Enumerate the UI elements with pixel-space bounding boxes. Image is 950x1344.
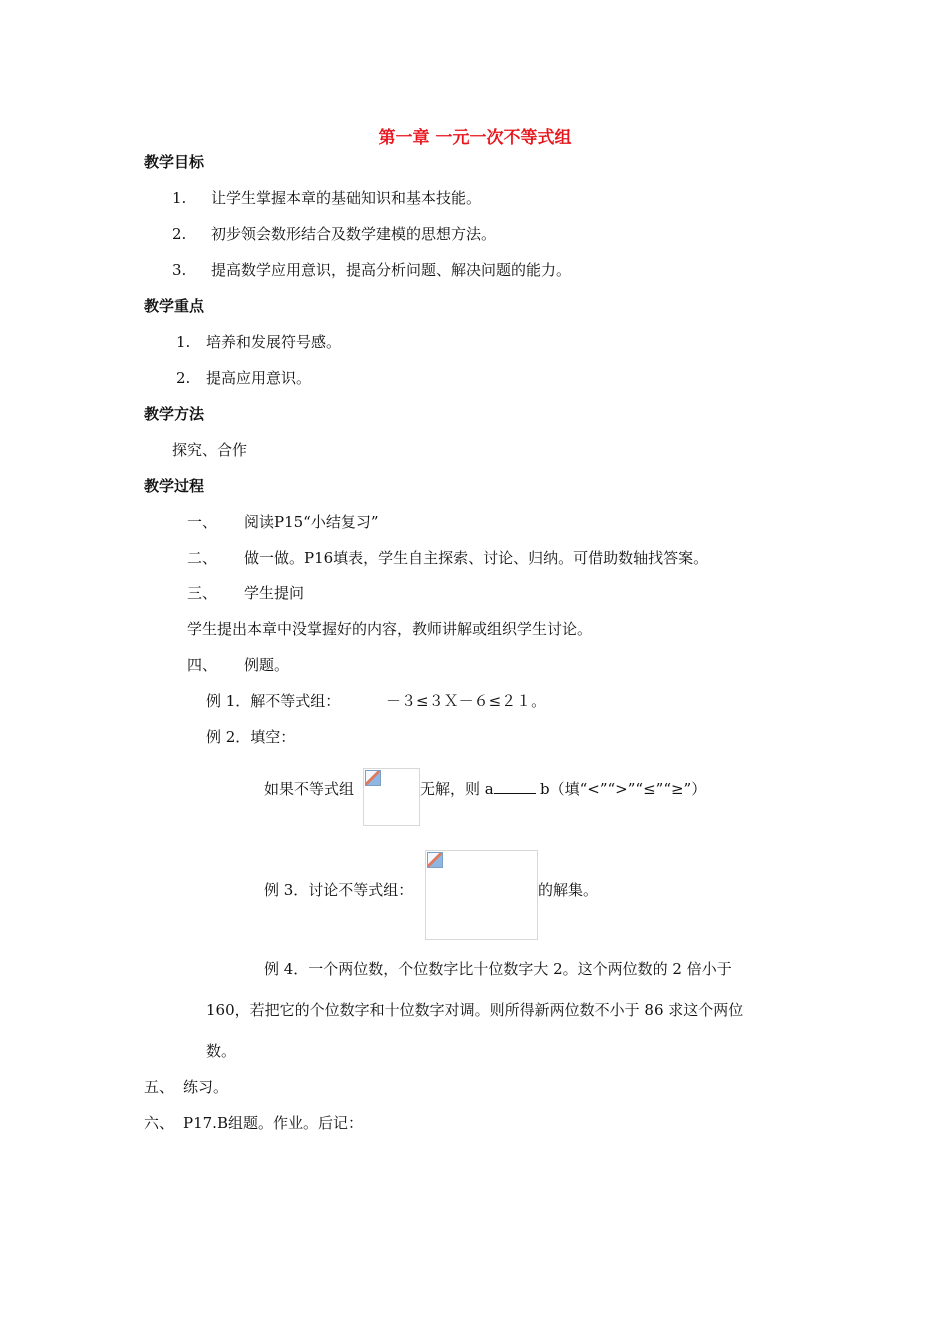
page-title: 第一章 一元一次不等式组 bbox=[378, 128, 572, 148]
inequality-system-image bbox=[363, 768, 420, 826]
objective-num: 3. bbox=[172, 261, 187, 279]
key-point-text: 培养和发展符号感。 bbox=[206, 333, 342, 351]
example-1-inequality: －３≤３Ｘ－６≤２１。 bbox=[386, 692, 547, 710]
tail-num: 五、 bbox=[144, 1078, 175, 1096]
example-2-pre: 如果不等式组 bbox=[264, 780, 355, 798]
tail-text: 练习。 bbox=[183, 1078, 229, 1096]
objective-text: 提高数学应用意识，提高分析问题、解决问题的能力。 bbox=[211, 261, 572, 279]
objective-num: 1. bbox=[172, 189, 187, 207]
example-4-line-2: 160，若把它的个位数字和十位数字对调。则所得新两位数不小于 86 求这个两位 bbox=[206, 1001, 744, 1019]
example-4-line-3: 数。 bbox=[206, 1042, 237, 1060]
objectives-heading: 教学目标 bbox=[144, 153, 205, 171]
example-1-label: 例 1．解不等式组： bbox=[206, 692, 341, 710]
example-2-mid bbox=[420, 779, 536, 799]
step-num: 二、 bbox=[187, 549, 218, 567]
example-2-post: b（填“<”“>”“≤”“≥”） bbox=[540, 780, 707, 798]
process-note: 学生提出本章中没掌握好的内容，教师讲解或组织学生讨论。 bbox=[187, 620, 593, 638]
example-2-label: 例 2．填空： bbox=[206, 728, 296, 746]
objective-num: 2. bbox=[172, 225, 187, 243]
inequality-system-image-2 bbox=[425, 850, 538, 940]
broken-image-icon bbox=[427, 852, 443, 868]
example-4-line-1: 例 4．一个两位数，个位数字比十位数字大 2。这个两位数的 2 倍小于 bbox=[264, 960, 732, 978]
tail-text: P17.B组题。作业。后记： bbox=[183, 1114, 363, 1132]
step-num: 四、 bbox=[187, 656, 218, 674]
methods-heading: 教学方法 bbox=[144, 405, 205, 423]
example-2-mid-text: 无解，则 a bbox=[420, 780, 494, 798]
key-points-heading: 教学重点 bbox=[144, 297, 205, 315]
step-text: 做一做。P16填表，学生自主探索、讨论、归纳。可借助数轴找答案。 bbox=[244, 549, 709, 567]
key-point-text: 提高应用意识。 bbox=[206, 369, 312, 387]
answer-blank bbox=[494, 779, 536, 794]
step-num: 三、 bbox=[187, 584, 218, 602]
objective-text: 让学生掌握本章的基础知识和基本技能。 bbox=[211, 189, 482, 207]
methods-text: 探究、合作 bbox=[172, 441, 248, 459]
key-point-num: 1. bbox=[176, 333, 191, 351]
process-heading: 教学过程 bbox=[144, 477, 205, 495]
example-3-post: 的解集。 bbox=[538, 881, 599, 899]
step-text: 阅读P15“小结复习” bbox=[244, 513, 379, 531]
step-text: 例题。 bbox=[244, 656, 290, 674]
example-3-pre: 例 3．讨论不等式组： bbox=[264, 881, 414, 899]
key-point-num: 2. bbox=[176, 369, 191, 387]
step-num: 一、 bbox=[187, 513, 218, 531]
step-text: 学生提问 bbox=[244, 584, 305, 602]
tail-num: 六、 bbox=[144, 1114, 175, 1132]
objective-text: 初步领会数形结合及数学建模的思想方法。 bbox=[211, 225, 497, 243]
broken-image-icon bbox=[365, 770, 381, 786]
